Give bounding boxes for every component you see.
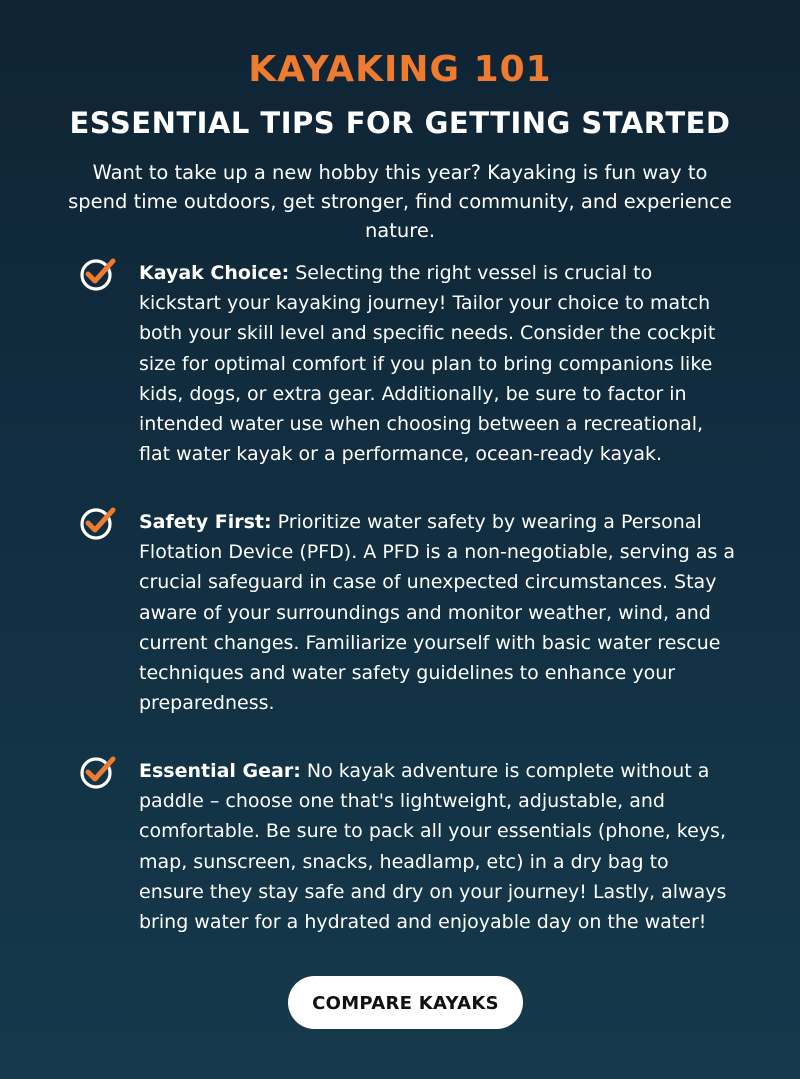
- tip-lead: Safety First:: [139, 511, 272, 533]
- tip-text: [139, 258, 739, 469]
- check-circle-icon: [79, 505, 117, 541]
- tip-text: [139, 507, 739, 718]
- page-subtitle: ESSENTIAL TIPS FOR GETTING STARTED: [69, 106, 731, 140]
- check-circle-icon: [79, 754, 117, 790]
- intro-paragraph: Want to take up a new hobby this year? Kayaking is fun way to spend time outdoors, get stronger, find community, and experience nature.: [68, 161, 732, 242]
- page-title: KAYAKING 101: [248, 49, 552, 90]
- tip-lead: Essential Gear:: [139, 760, 301, 782]
- tip-body: Selecting the right vessel is crucial to kickstart your kayaking journey! Tailor your choice to match both your skill level and specific needs. Consider the cockpit size for optimal comfort if you plan to bring companions like kids, dogs, or extra gear. Additionally, be sure to factor in intended water use when choosing between a recreational, flat water kayak or a performance, ocean-ready kayak.: [139, 262, 716, 466]
- tip-body: Prioritize water safety by wearing a Personal Flotation Device (PFD). A PFD is a non-negotiable, serving as a crucial safeguard in case of unexpected circumstances. Stay aware of your surroundings and monitor weather, wind, and current changes. Familiarize yourself with basic water rescue techniques and water safety guidelines to enhance your preparedness.: [139, 511, 736, 715]
- check-circle-icon: [79, 256, 117, 292]
- tip-text: [139, 756, 739, 937]
- tip-body: No kayak adventure is complete without a paddle – choose one that's lightweight, adjustable, and comfortable. Be sure to pack all your essentials (phone, keys, map, sunscreen, snacks, headlamp, etc) in a dry bag to ensure they stay safe and dry on your journey! Lastly, always bring water for a hydrated and enjoyable day on the water!: [139, 760, 727, 934]
- compare-kayaks-button[interactable]: COMPARE KAYAKS: [288, 976, 523, 1029]
- tip-lead: Kayak Choice:: [139, 262, 290, 284]
